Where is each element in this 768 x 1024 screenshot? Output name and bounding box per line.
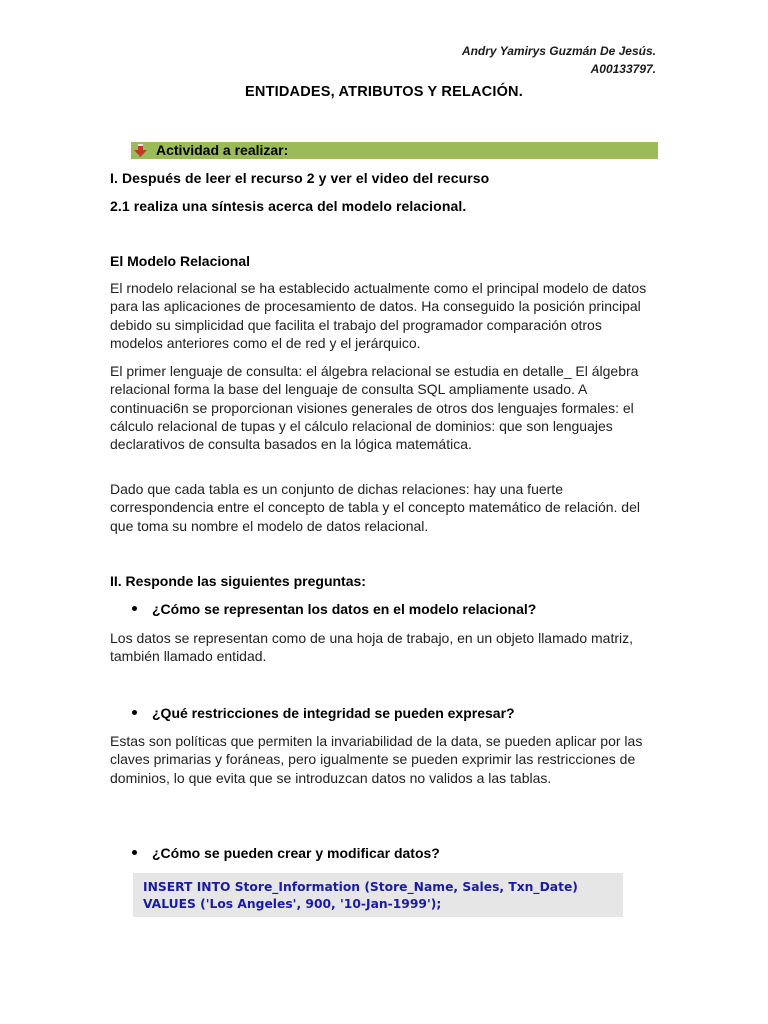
instruction-line-2: 2.1 realiza una síntesis acerca del modelo relacional. bbox=[110, 198, 467, 214]
section-title-preguntas: II. Responde las siguientes preguntas: bbox=[110, 573, 366, 589]
activity-banner bbox=[131, 142, 658, 159]
code-line: INSERT INTO Store_Information (Store_Name, Sales, Txn_Date) bbox=[143, 880, 578, 894]
bullet-icon bbox=[132, 710, 137, 715]
question-text: ¿Cómo se representan los datos en el modelo relacional? bbox=[152, 601, 537, 617]
section-title-modelo-relacional: El Modelo Relacional bbox=[110, 253, 251, 269]
paragraph: El rnodelo relacional se ha establecido actualmente como el principal modelo de datos para las aplicaciones de procesamiento de datos. Ha conseguido la posición principal debido su simplicidad que facilita el trabajo del programador comparación otros modelos anteriores como el de red y el jerárquico. bbox=[110, 280, 647, 351]
code-line: VALUES ('Los Angeles', 900, '10-Jan-1999'); bbox=[143, 897, 442, 911]
answer-paragraph: Los datos se representan como de una hoja de trabajo, en un objeto llamado matriz, también llamado entidad. bbox=[110, 630, 633, 665]
question-text: ¿Qué restricciones de integridad se pueden expresar? bbox=[152, 705, 515, 721]
answer-paragraph: Estas son políticas que permiten la invariabilidad de la data, se pueden aplicar por las claves primarias y foráneas, pero igualmente se pueden exprimir las restricciones de dominios, lo que evita que se introduzcan datos no validos a las tablas. bbox=[110, 733, 643, 786]
down-arrow-icon bbox=[134, 143, 147, 158]
sql-code-block bbox=[133, 873, 623, 917]
activity-label: Actividad a realizar: bbox=[156, 142, 289, 158]
document-title: ENTIDADES, ATRIBUTOS Y RELACIÓN. bbox=[245, 84, 523, 100]
question-item bbox=[132, 845, 440, 861]
author-name: Andry Yamirys Guzmán De Jesús. bbox=[461, 44, 656, 58]
instruction-line-1: I. Después de leer el recurso 2 y ver el video del recurso bbox=[110, 170, 490, 186]
question-item bbox=[132, 705, 515, 721]
author-block bbox=[462, 42, 656, 78]
paragraph: El primer lenguaje de consulta: el álgebra relacional se estudia en detalle_ El álgebra relacional forma la base del lenguaje de consulta SQL ampliamente usado. A continuaci6n se proporcionan visiones generales de otros dos lenguajes formales: el cálculo relacional de tupas y el cálculo relacional de dominios: que son lenguajes declarativos de consulta basados en la lógica matemática. bbox=[110, 363, 639, 453]
question-item bbox=[132, 601, 536, 617]
bullet-icon bbox=[132, 606, 137, 611]
author-id: A00133797. bbox=[590, 62, 656, 76]
paragraph: Dado que cada tabla es un conjunto de dichas relaciones: hay una fuerte correspondencia entre el concepto de tabla y el concepto matemático de relación. del que toma su nombre el modelo de datos relacional. bbox=[110, 481, 640, 534]
question-text: ¿Cómo se pueden crear y modificar datos? bbox=[152, 845, 440, 861]
bullet-icon bbox=[132, 850, 137, 855]
